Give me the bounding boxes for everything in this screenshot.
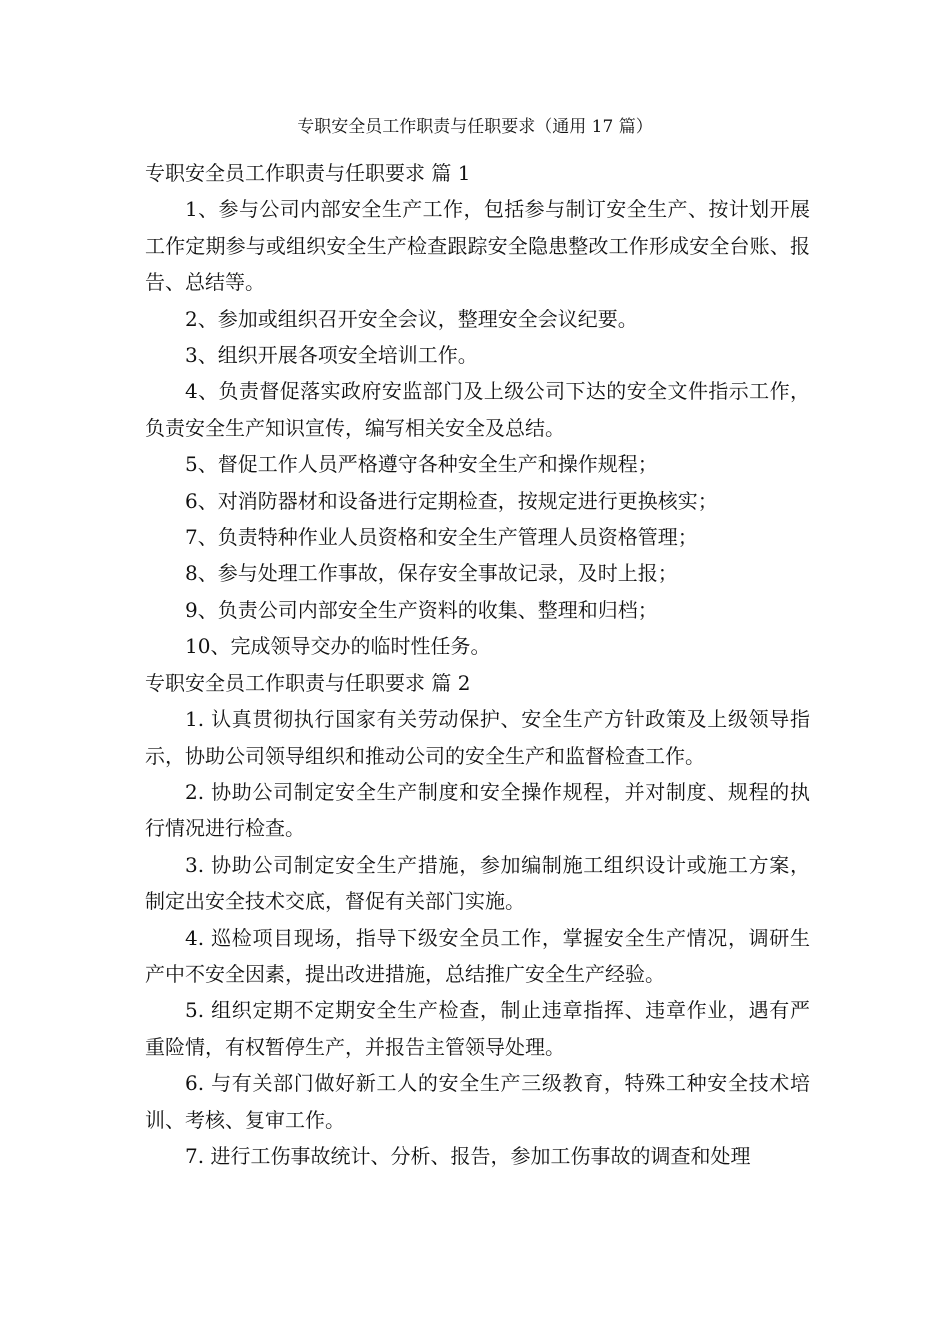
list-item: 5、督促工作人员严格遵守各种安全生产和操作规程； xyxy=(185,452,658,477)
list-item: 10、完成领导交办的临时性任务。 xyxy=(185,634,491,659)
section-heading-1: 专职安全员工作职责与任职要求 篇 1 xyxy=(145,161,471,185)
list-item: 7、负责特种作业人员资格和安全生产管理人员资格管理； xyxy=(185,525,698,550)
list-item: 6. 与有关部门做好新工人的安全生产三级教育，特殊工种安全技术培训、考核、复审工作。 xyxy=(145,1071,810,1132)
list-item: 4、负责督促落实政府安监部门及上级公司下达的安全文件指示工作，负责安全生产知识宣传，编写相关安全及总结。 xyxy=(145,379,810,440)
list-item: 6、对消防器材和设备进行定期检查，按规定进行更换核实； xyxy=(185,488,718,513)
list-item: 1、参与公司内部安全生产工作，包括参与制订安全生产、按计划开展工作定期参与或组织安全生产检查跟踪安全隐患整改工作形成安全台账、报告、总结等。 xyxy=(145,197,810,295)
list-item: 9、负责公司内部安全生产资料的收集、整理和归档； xyxy=(185,597,658,622)
list-item: 4. 巡检项目现场，指导下级安全员工作，掌握安全生产情况，调研生产中不安全因素，提出改进措施，总结推广安全生产经验。 xyxy=(145,925,810,986)
list-item: 8、参与处理工作事故，保存安全事故记录，及时上报； xyxy=(185,561,678,586)
list-item: 3. 协助公司制定安全生产措施，参加编制施工组织设计或施工方案，制定出安全技术交底，督促有关部门实施。 xyxy=(145,852,810,914)
list-item: 2、参加或组织召开安全会议，整理安全会议纪要。 xyxy=(185,306,638,331)
section-heading-2: 专职安全员工作职责与任职要求 篇 2 xyxy=(145,670,471,695)
list-item: 5. 组织定期不定期安全生产检查，制止违章指挥、违章作业，遇有严重险情，有权暂停生产，并报告主管领导处理。 xyxy=(145,998,810,1059)
list-item: 1. 认真贯彻执行国家有关劳动保护、安全生产方针政策及上级领导指示，协助公司领导组织和推动公司的安全生产和监督检查工作。 xyxy=(145,707,810,768)
list-item: 7. 进行工伤事故统计、分析、报告，参加工伤事故的调查和处理 xyxy=(185,1143,751,1168)
list-item: 2. 协助公司制定安全生产制度和安全操作规程，并对制度、规程的执行情况进行检查。 xyxy=(145,779,810,841)
document-title: 专职安全员工作职责与任职要求（通用 17 篇） xyxy=(297,117,653,137)
list-item: 3、组织开展各项安全培训工作。 xyxy=(185,343,478,368)
document-body xyxy=(145,155,810,1174)
